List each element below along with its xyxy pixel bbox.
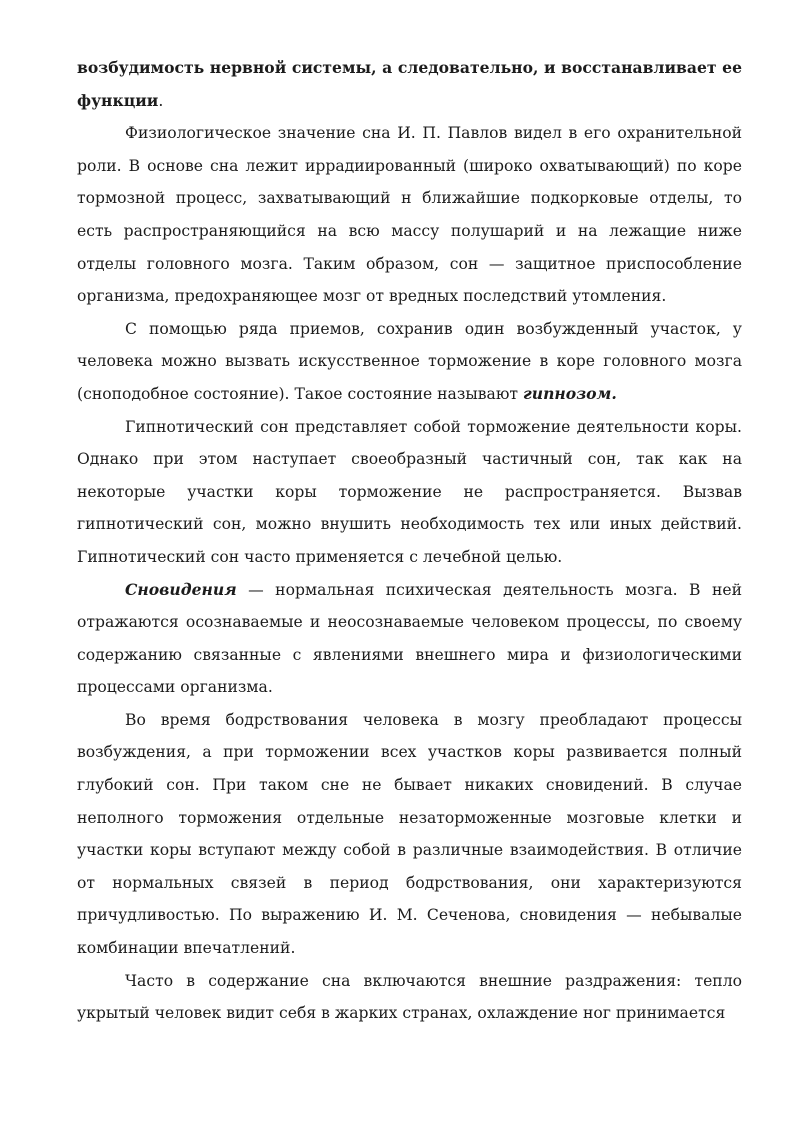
text-segment: Во время бодрствования человека в мозгу преобладают процессы возбуждения, а при торможении всех участков коры развивается полный глубокий сон. При таком сне не бывает никаких сновидений. В случае неполного торможения отдельные незаторможенные мозговые клетки и участки коры вступают между собой в различные взаимодействия. В отличие от нормальных связей в период бодрствования, они характеризуются причудливостью. По выражению И. М. Сеченова, сновидения — небывалые комбинации впечатлений. [77,710,742,958]
paragraph-hypnotic-sleep [77,411,742,574]
bold-phrase: возбудимость нервной системы, а следовательно, и восстанавливает ее функции [77,58,742,110]
paragraph-sleep-significance [77,117,742,313]
text-segment: Гипнотический сон представляет собой торможение деятельности коры. Однако при этом наступает своеобразный частичный сон, так как на некоторые участки коры торможение не распространяется. Вызвав гипнотический сон, можно внушить необходимость тех или иных действий. Гипнотический сон часто применяется с лечебной целью. [77,417,742,566]
text-segment: — нормальная психическая деятельность мозга. В ней отражаются осознаваемые и неосознаваемые человеком процессы, по своему содержанию связанные с явлениями внешнего мира и физиологическими процессами организма. [77,580,742,697]
text-segment: С помощью ряда приемов, сохранив один возбужденный участок, у человека можно вызвать искусственное торможение в коре головного мозга (сноподобное состояние). Такое состояние называют [77,319,742,403]
paragraph-dreams-definition [77,574,742,704]
term-dreams: Сновидения [125,579,237,599]
paragraph-hypnosis-definition [77,313,742,411]
paragraph-continuation [77,52,742,117]
paragraph-external-stimuli [77,965,742,1030]
term-hypnosis: гипнозом. [522,383,617,403]
paragraph-wakefulness [77,704,742,965]
text-segment: . [158,91,164,110]
text-segment: Физиологическое значение сна И. П. Павлов видел в его охранительной роли. В основе сна лежит иррадиированный (широко охватывающий) по коре тормозной процесс, захватывающий н ближайшие подкорковые отделы, то есть распространяющийся на всю массу полушарий и на лежащие ниже отделы головного мозга. Таким образом, сон — защитное приспособление организма, предохраняющее мозг от вредных последствий утомления. [77,124,742,306]
document-page [77,52,742,1030]
text-segment: Часто в содержание сна включаются внешние раздражения: тепло укрытый человек видит себя в жарких странах, охлаждение ног принимается [77,971,742,1023]
